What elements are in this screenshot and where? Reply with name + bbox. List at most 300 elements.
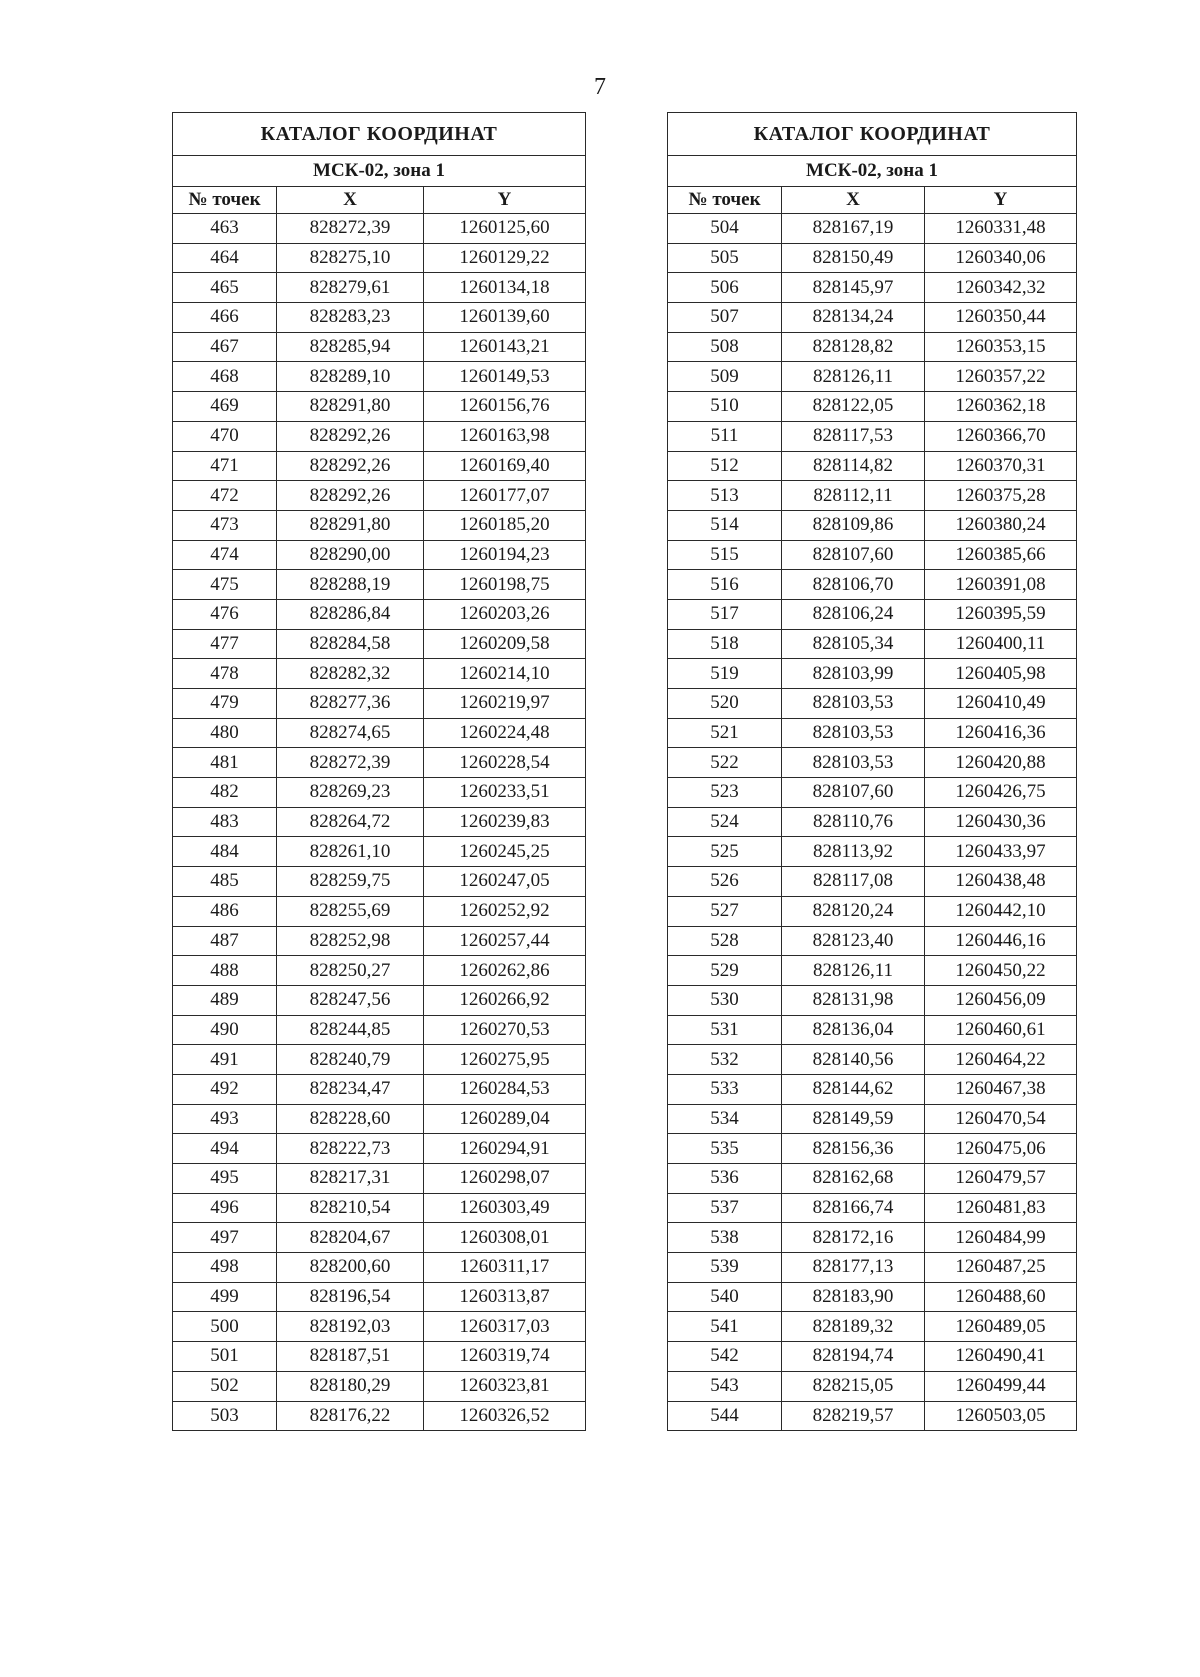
x-coordinate-cell: 828103,53 xyxy=(782,689,925,719)
table-row xyxy=(173,867,586,897)
y-coordinate-cell: 1260366,70 xyxy=(925,421,1077,451)
table-row xyxy=(668,1253,1077,1283)
x-coordinate-cell: 828272,39 xyxy=(277,214,424,244)
x-coordinate-cell: 828140,56 xyxy=(782,1045,925,1075)
x-coordinate-cell: 828176,22 xyxy=(277,1401,424,1431)
y-coordinate-cell: 1260442,10 xyxy=(925,896,1077,926)
x-coordinate-cell: 828279,61 xyxy=(277,273,424,303)
point-number-cell: 492 xyxy=(173,1074,277,1104)
table-row xyxy=(668,985,1077,1015)
point-number-cell: 511 xyxy=(668,421,782,451)
y-coordinate-cell: 1260456,09 xyxy=(925,985,1077,1015)
x-coordinate-cell: 828183,90 xyxy=(782,1282,925,1312)
x-coordinate-cell: 828103,53 xyxy=(782,748,925,778)
y-coordinate-cell: 1260257,44 xyxy=(424,926,586,956)
table-row xyxy=(173,1371,586,1401)
table-row xyxy=(173,421,586,451)
point-number-cell: 473 xyxy=(173,510,277,540)
point-number-cell: 471 xyxy=(173,451,277,481)
y-coordinate-cell: 1260129,22 xyxy=(424,243,586,273)
point-number-cell: 521 xyxy=(668,718,782,748)
table-row xyxy=(173,273,586,303)
y-coordinate-cell: 1260308,01 xyxy=(424,1223,586,1253)
y-coordinate-cell: 1260470,54 xyxy=(925,1104,1077,1134)
x-coordinate-cell: 828289,10 xyxy=(277,362,424,392)
point-number-cell: 514 xyxy=(668,510,782,540)
point-number-cell: 505 xyxy=(668,243,782,273)
y-coordinate-cell: 1260319,74 xyxy=(424,1342,586,1372)
y-coordinate-cell: 1260143,21 xyxy=(424,332,586,362)
y-coordinate-cell: 1260233,51 xyxy=(424,778,586,808)
table-row xyxy=(668,837,1077,867)
table-row xyxy=(668,1074,1077,1104)
table-row xyxy=(668,214,1077,244)
y-coordinate-cell: 1260169,40 xyxy=(424,451,586,481)
y-coordinate-cell: 1260433,97 xyxy=(925,837,1077,867)
x-coordinate-cell: 828166,74 xyxy=(782,1193,925,1223)
point-number-cell: 494 xyxy=(173,1134,277,1164)
x-coordinate-cell: 828112,11 xyxy=(782,481,925,511)
x-coordinate-cell: 828222,73 xyxy=(277,1134,424,1164)
table-row xyxy=(668,1045,1077,1075)
y-coordinate-cell: 1260284,53 xyxy=(424,1074,586,1104)
x-coordinate-cell: 828194,74 xyxy=(782,1342,925,1372)
y-coordinate-cell: 1260311,17 xyxy=(424,1253,586,1283)
x-coordinate-cell: 828103,53 xyxy=(782,718,925,748)
table-row xyxy=(173,807,586,837)
table-row xyxy=(668,243,1077,273)
point-number-cell: 539 xyxy=(668,1253,782,1283)
x-coordinate-cell: 828126,11 xyxy=(782,362,925,392)
x-coordinate-cell: 828215,05 xyxy=(782,1371,925,1401)
point-number-cell: 497 xyxy=(173,1223,277,1253)
y-coordinate-cell: 1260362,18 xyxy=(925,392,1077,422)
table-row xyxy=(173,1045,586,1075)
x-coordinate-cell: 828240,79 xyxy=(277,1045,424,1075)
point-number-cell: 507 xyxy=(668,303,782,333)
y-coordinate-cell: 1260185,20 xyxy=(424,510,586,540)
point-number-cell: 476 xyxy=(173,599,277,629)
point-number-cell: 467 xyxy=(173,332,277,362)
table-row xyxy=(668,273,1077,303)
y-coordinate-cell: 1260331,48 xyxy=(925,214,1077,244)
y-coordinate-cell: 1260224,48 xyxy=(424,718,586,748)
x-coordinate-cell: 828114,82 xyxy=(782,451,925,481)
point-number-cell: 502 xyxy=(173,1371,277,1401)
y-coordinate-cell: 1260487,25 xyxy=(925,1253,1077,1283)
y-coordinate-cell: 1260420,88 xyxy=(925,748,1077,778)
x-coordinate-cell: 828288,19 xyxy=(277,570,424,600)
column-header-y: Y xyxy=(925,187,1077,214)
y-coordinate-cell: 1260139,60 xyxy=(424,303,586,333)
table-row xyxy=(668,748,1077,778)
table-row xyxy=(173,451,586,481)
table-row xyxy=(173,689,586,719)
point-number-cell: 509 xyxy=(668,362,782,392)
x-coordinate-cell: 828131,98 xyxy=(782,985,925,1015)
table-row xyxy=(173,214,586,244)
point-number-cell: 484 xyxy=(173,837,277,867)
y-coordinate-cell: 1260228,54 xyxy=(424,748,586,778)
point-number-cell: 472 xyxy=(173,481,277,511)
x-coordinate-cell: 828177,13 xyxy=(782,1253,925,1283)
point-number-cell: 526 xyxy=(668,867,782,897)
x-coordinate-cell: 828292,26 xyxy=(277,451,424,481)
table-row xyxy=(668,1371,1077,1401)
x-coordinate-cell: 828128,82 xyxy=(782,332,925,362)
point-number-cell: 524 xyxy=(668,807,782,837)
table-row xyxy=(173,570,586,600)
table-row xyxy=(668,1015,1077,1045)
y-coordinate-cell: 1260416,36 xyxy=(925,718,1077,748)
point-number-cell: 506 xyxy=(668,273,782,303)
point-number-cell: 463 xyxy=(173,214,277,244)
point-number-cell: 482 xyxy=(173,778,277,808)
table-row xyxy=(173,1164,586,1194)
point-number-cell: 475 xyxy=(173,570,277,600)
x-coordinate-cell: 828105,34 xyxy=(782,629,925,659)
y-coordinate-cell: 1260294,91 xyxy=(424,1134,586,1164)
table-row xyxy=(173,243,586,273)
y-coordinate-cell: 1260446,16 xyxy=(925,926,1077,956)
y-coordinate-cell: 1260340,06 xyxy=(925,243,1077,273)
x-coordinate-cell: 828210,54 xyxy=(277,1193,424,1223)
table-row xyxy=(668,599,1077,629)
x-coordinate-cell: 828284,58 xyxy=(277,629,424,659)
x-coordinate-cell: 828107,60 xyxy=(782,778,925,808)
table-row xyxy=(668,896,1077,926)
y-coordinate-cell: 1260370,31 xyxy=(925,451,1077,481)
point-number-cell: 529 xyxy=(668,956,782,986)
point-number-cell: 496 xyxy=(173,1193,277,1223)
table-row xyxy=(173,303,586,333)
point-number-cell: 533 xyxy=(668,1074,782,1104)
y-coordinate-cell: 1260270,53 xyxy=(424,1015,586,1045)
point-number-cell: 516 xyxy=(668,570,782,600)
table-row xyxy=(668,807,1077,837)
table-row xyxy=(668,451,1077,481)
x-coordinate-cell: 828219,57 xyxy=(782,1401,925,1431)
x-coordinate-cell: 828145,97 xyxy=(782,273,925,303)
point-number-cell: 465 xyxy=(173,273,277,303)
x-coordinate-cell: 828167,19 xyxy=(782,214,925,244)
table-row xyxy=(173,778,586,808)
x-coordinate-cell: 828217,31 xyxy=(277,1164,424,1194)
y-coordinate-cell: 1260214,10 xyxy=(424,659,586,689)
coordinate-catalog-table-left xyxy=(172,112,586,1431)
x-coordinate-cell: 828286,84 xyxy=(277,599,424,629)
x-coordinate-cell: 828291,80 xyxy=(277,510,424,540)
point-number-cell: 522 xyxy=(668,748,782,778)
x-coordinate-cell: 828282,32 xyxy=(277,659,424,689)
point-number-cell: 464 xyxy=(173,243,277,273)
y-coordinate-cell: 1260484,99 xyxy=(925,1223,1077,1253)
table-row xyxy=(668,1134,1077,1164)
y-coordinate-cell: 1260342,32 xyxy=(925,273,1077,303)
y-coordinate-cell: 1260479,57 xyxy=(925,1164,1077,1194)
x-coordinate-cell: 828117,53 xyxy=(782,421,925,451)
table-row xyxy=(173,1253,586,1283)
x-coordinate-cell: 828192,03 xyxy=(277,1312,424,1342)
y-coordinate-cell: 1260323,81 xyxy=(424,1371,586,1401)
x-coordinate-cell: 828136,04 xyxy=(782,1015,925,1045)
point-number-cell: 544 xyxy=(668,1401,782,1431)
y-coordinate-cell: 1260203,26 xyxy=(424,599,586,629)
table-row xyxy=(173,540,586,570)
point-number-cell: 508 xyxy=(668,332,782,362)
point-number-cell: 479 xyxy=(173,689,277,719)
column-header-point-number: № точек xyxy=(173,187,277,214)
y-coordinate-cell: 1260405,98 xyxy=(925,659,1077,689)
x-coordinate-cell: 828187,51 xyxy=(277,1342,424,1372)
y-coordinate-cell: 1260303,49 xyxy=(424,1193,586,1223)
table-row xyxy=(173,1342,586,1372)
table-row xyxy=(668,362,1077,392)
point-number-cell: 543 xyxy=(668,1371,782,1401)
table-row xyxy=(668,332,1077,362)
point-number-cell: 537 xyxy=(668,1193,782,1223)
x-coordinate-cell: 828103,99 xyxy=(782,659,925,689)
y-coordinate-cell: 1260275,95 xyxy=(424,1045,586,1075)
table-row xyxy=(173,599,586,629)
point-number-cell: 485 xyxy=(173,867,277,897)
y-coordinate-cell: 1260357,22 xyxy=(925,362,1077,392)
x-coordinate-cell: 828255,69 xyxy=(277,896,424,926)
coordinate-catalog-table-right xyxy=(667,112,1077,1431)
table-row xyxy=(173,362,586,392)
point-number-cell: 517 xyxy=(668,599,782,629)
y-coordinate-cell: 1260247,05 xyxy=(424,867,586,897)
point-number-cell: 489 xyxy=(173,985,277,1015)
y-coordinate-cell: 1260266,92 xyxy=(424,985,586,1015)
y-coordinate-cell: 1260239,83 xyxy=(424,807,586,837)
x-coordinate-cell: 828120,24 xyxy=(782,896,925,926)
table-row xyxy=(668,510,1077,540)
table-row xyxy=(668,1104,1077,1134)
table-row xyxy=(668,689,1077,719)
table-body xyxy=(668,214,1077,1431)
x-coordinate-cell: 828134,24 xyxy=(782,303,925,333)
table-row xyxy=(668,570,1077,600)
y-coordinate-cell: 1260460,61 xyxy=(925,1015,1077,1045)
point-number-cell: 515 xyxy=(668,540,782,570)
table-row xyxy=(173,748,586,778)
point-number-cell: 528 xyxy=(668,926,782,956)
table-subtitle: МСК-02, зона 1 xyxy=(668,156,1077,187)
table-row xyxy=(173,896,586,926)
table-row xyxy=(173,659,586,689)
x-coordinate-cell: 828261,10 xyxy=(277,837,424,867)
table-title: КАТАЛОГ КООРДИНАТ xyxy=(173,113,586,156)
x-coordinate-cell: 828252,98 xyxy=(277,926,424,956)
table-row xyxy=(173,629,586,659)
point-number-cell: 490 xyxy=(173,1015,277,1045)
y-coordinate-cell: 1260467,38 xyxy=(925,1074,1077,1104)
y-coordinate-cell: 1260134,18 xyxy=(424,273,586,303)
y-coordinate-cell: 1260350,44 xyxy=(925,303,1077,333)
point-number-cell: 491 xyxy=(173,1045,277,1075)
table-row xyxy=(668,1164,1077,1194)
x-coordinate-cell: 828244,85 xyxy=(277,1015,424,1045)
point-number-cell: 530 xyxy=(668,985,782,1015)
x-coordinate-cell: 828106,70 xyxy=(782,570,925,600)
point-number-cell: 534 xyxy=(668,1104,782,1134)
table-row xyxy=(668,867,1077,897)
table-row xyxy=(173,392,586,422)
x-coordinate-cell: 828269,23 xyxy=(277,778,424,808)
x-coordinate-cell: 828292,26 xyxy=(277,421,424,451)
x-coordinate-cell: 828228,60 xyxy=(277,1104,424,1134)
table-row xyxy=(173,837,586,867)
y-coordinate-cell: 1260450,22 xyxy=(925,956,1077,986)
x-coordinate-cell: 828264,72 xyxy=(277,807,424,837)
y-coordinate-cell: 1260410,49 xyxy=(925,689,1077,719)
y-coordinate-cell: 1260149,53 xyxy=(424,362,586,392)
point-number-cell: 541 xyxy=(668,1312,782,1342)
x-coordinate-cell: 828180,29 xyxy=(277,1371,424,1401)
table-row xyxy=(668,303,1077,333)
table-row xyxy=(668,1282,1077,1312)
y-coordinate-cell: 1260400,11 xyxy=(925,629,1077,659)
y-coordinate-cell: 1260490,41 xyxy=(925,1342,1077,1372)
y-coordinate-cell: 1260209,58 xyxy=(424,629,586,659)
point-number-cell: 535 xyxy=(668,1134,782,1164)
point-number-cell: 477 xyxy=(173,629,277,659)
point-number-cell: 493 xyxy=(173,1104,277,1134)
y-coordinate-cell: 1260298,07 xyxy=(424,1164,586,1194)
y-coordinate-cell: 1260317,03 xyxy=(424,1312,586,1342)
point-number-cell: 531 xyxy=(668,1015,782,1045)
y-coordinate-cell: 1260481,83 xyxy=(925,1193,1077,1223)
y-coordinate-cell: 1260289,04 xyxy=(424,1104,586,1134)
y-coordinate-cell: 1260125,60 xyxy=(424,214,586,244)
y-coordinate-cell: 1260163,98 xyxy=(424,421,586,451)
y-coordinate-cell: 1260464,22 xyxy=(925,1045,1077,1075)
y-coordinate-cell: 1260375,28 xyxy=(925,481,1077,511)
table-subtitle: МСК-02, зона 1 xyxy=(173,156,586,187)
point-number-cell: 498 xyxy=(173,1253,277,1283)
point-number-cell: 538 xyxy=(668,1223,782,1253)
x-coordinate-cell: 828247,56 xyxy=(277,985,424,1015)
x-coordinate-cell: 828272,39 xyxy=(277,748,424,778)
y-coordinate-cell: 1260245,25 xyxy=(424,837,586,867)
y-coordinate-cell: 1260475,06 xyxy=(925,1134,1077,1164)
table-row xyxy=(668,1342,1077,1372)
point-number-cell: 527 xyxy=(668,896,782,926)
y-coordinate-cell: 1260177,07 xyxy=(424,481,586,511)
x-coordinate-cell: 828107,60 xyxy=(782,540,925,570)
x-coordinate-cell: 828126,11 xyxy=(782,956,925,986)
y-coordinate-cell: 1260194,23 xyxy=(424,540,586,570)
table-row xyxy=(173,718,586,748)
point-number-cell: 483 xyxy=(173,807,277,837)
table-row xyxy=(668,1312,1077,1342)
table-row xyxy=(668,718,1077,748)
y-coordinate-cell: 1260252,92 xyxy=(424,896,586,926)
point-number-cell: 542 xyxy=(668,1342,782,1372)
x-coordinate-cell: 828150,49 xyxy=(782,243,925,273)
point-number-cell: 474 xyxy=(173,540,277,570)
point-number-cell: 488 xyxy=(173,956,277,986)
point-number-cell: 495 xyxy=(173,1164,277,1194)
page-number: 7 xyxy=(594,74,606,100)
y-coordinate-cell: 1260438,48 xyxy=(925,867,1077,897)
x-coordinate-cell: 828285,94 xyxy=(277,332,424,362)
table-row xyxy=(173,1193,586,1223)
column-header-point-number: № точек xyxy=(668,187,782,214)
table-row xyxy=(668,540,1077,570)
x-coordinate-cell: 828123,40 xyxy=(782,926,925,956)
x-coordinate-cell: 828283,23 xyxy=(277,303,424,333)
point-number-cell: 500 xyxy=(173,1312,277,1342)
point-number-cell: 504 xyxy=(668,214,782,244)
point-number-cell: 536 xyxy=(668,1164,782,1194)
point-number-cell: 487 xyxy=(173,926,277,956)
y-coordinate-cell: 1260426,75 xyxy=(925,778,1077,808)
y-coordinate-cell: 1260499,44 xyxy=(925,1371,1077,1401)
y-coordinate-cell: 1260489,05 xyxy=(925,1312,1077,1342)
table-row xyxy=(173,1223,586,1253)
table-row xyxy=(668,659,1077,689)
x-coordinate-cell: 828122,05 xyxy=(782,392,925,422)
table-row xyxy=(668,926,1077,956)
x-coordinate-cell: 828290,00 xyxy=(277,540,424,570)
table-row xyxy=(173,926,586,956)
x-coordinate-cell: 828113,92 xyxy=(782,837,925,867)
point-number-cell: 532 xyxy=(668,1045,782,1075)
y-coordinate-cell: 1260198,75 xyxy=(424,570,586,600)
y-coordinate-cell: 1260385,66 xyxy=(925,540,1077,570)
y-coordinate-cell: 1260353,15 xyxy=(925,332,1077,362)
table-title: КАТАЛОГ КООРДИНАТ xyxy=(668,113,1077,156)
x-coordinate-cell: 828144,62 xyxy=(782,1074,925,1104)
table-row xyxy=(668,1193,1077,1223)
x-coordinate-cell: 828196,54 xyxy=(277,1282,424,1312)
point-number-cell: 520 xyxy=(668,689,782,719)
table-row xyxy=(668,956,1077,986)
table-row xyxy=(668,392,1077,422)
table-row xyxy=(173,481,586,511)
point-number-cell: 513 xyxy=(668,481,782,511)
table-row xyxy=(173,1134,586,1164)
table-row xyxy=(668,421,1077,451)
table-row xyxy=(173,510,586,540)
table-row xyxy=(173,985,586,1015)
x-coordinate-cell: 828291,80 xyxy=(277,392,424,422)
x-coordinate-cell: 828162,68 xyxy=(782,1164,925,1194)
point-number-cell: 518 xyxy=(668,629,782,659)
point-number-cell: 480 xyxy=(173,718,277,748)
point-number-cell: 501 xyxy=(173,1342,277,1372)
table-row xyxy=(173,1074,586,1104)
y-coordinate-cell: 1260326,52 xyxy=(424,1401,586,1431)
point-number-cell: 481 xyxy=(173,748,277,778)
x-coordinate-cell: 828149,59 xyxy=(782,1104,925,1134)
table-row xyxy=(173,1312,586,1342)
x-coordinate-cell: 828274,65 xyxy=(277,718,424,748)
table-row xyxy=(173,1104,586,1134)
y-coordinate-cell: 1260313,87 xyxy=(424,1282,586,1312)
point-number-cell: 466 xyxy=(173,303,277,333)
table-row xyxy=(668,481,1077,511)
x-coordinate-cell: 828117,08 xyxy=(782,867,925,897)
table-row xyxy=(173,1282,586,1312)
table-row xyxy=(173,332,586,362)
y-coordinate-cell: 1260380,24 xyxy=(925,510,1077,540)
point-number-cell: 503 xyxy=(173,1401,277,1431)
point-number-cell: 523 xyxy=(668,778,782,808)
y-coordinate-cell: 1260488,60 xyxy=(925,1282,1077,1312)
